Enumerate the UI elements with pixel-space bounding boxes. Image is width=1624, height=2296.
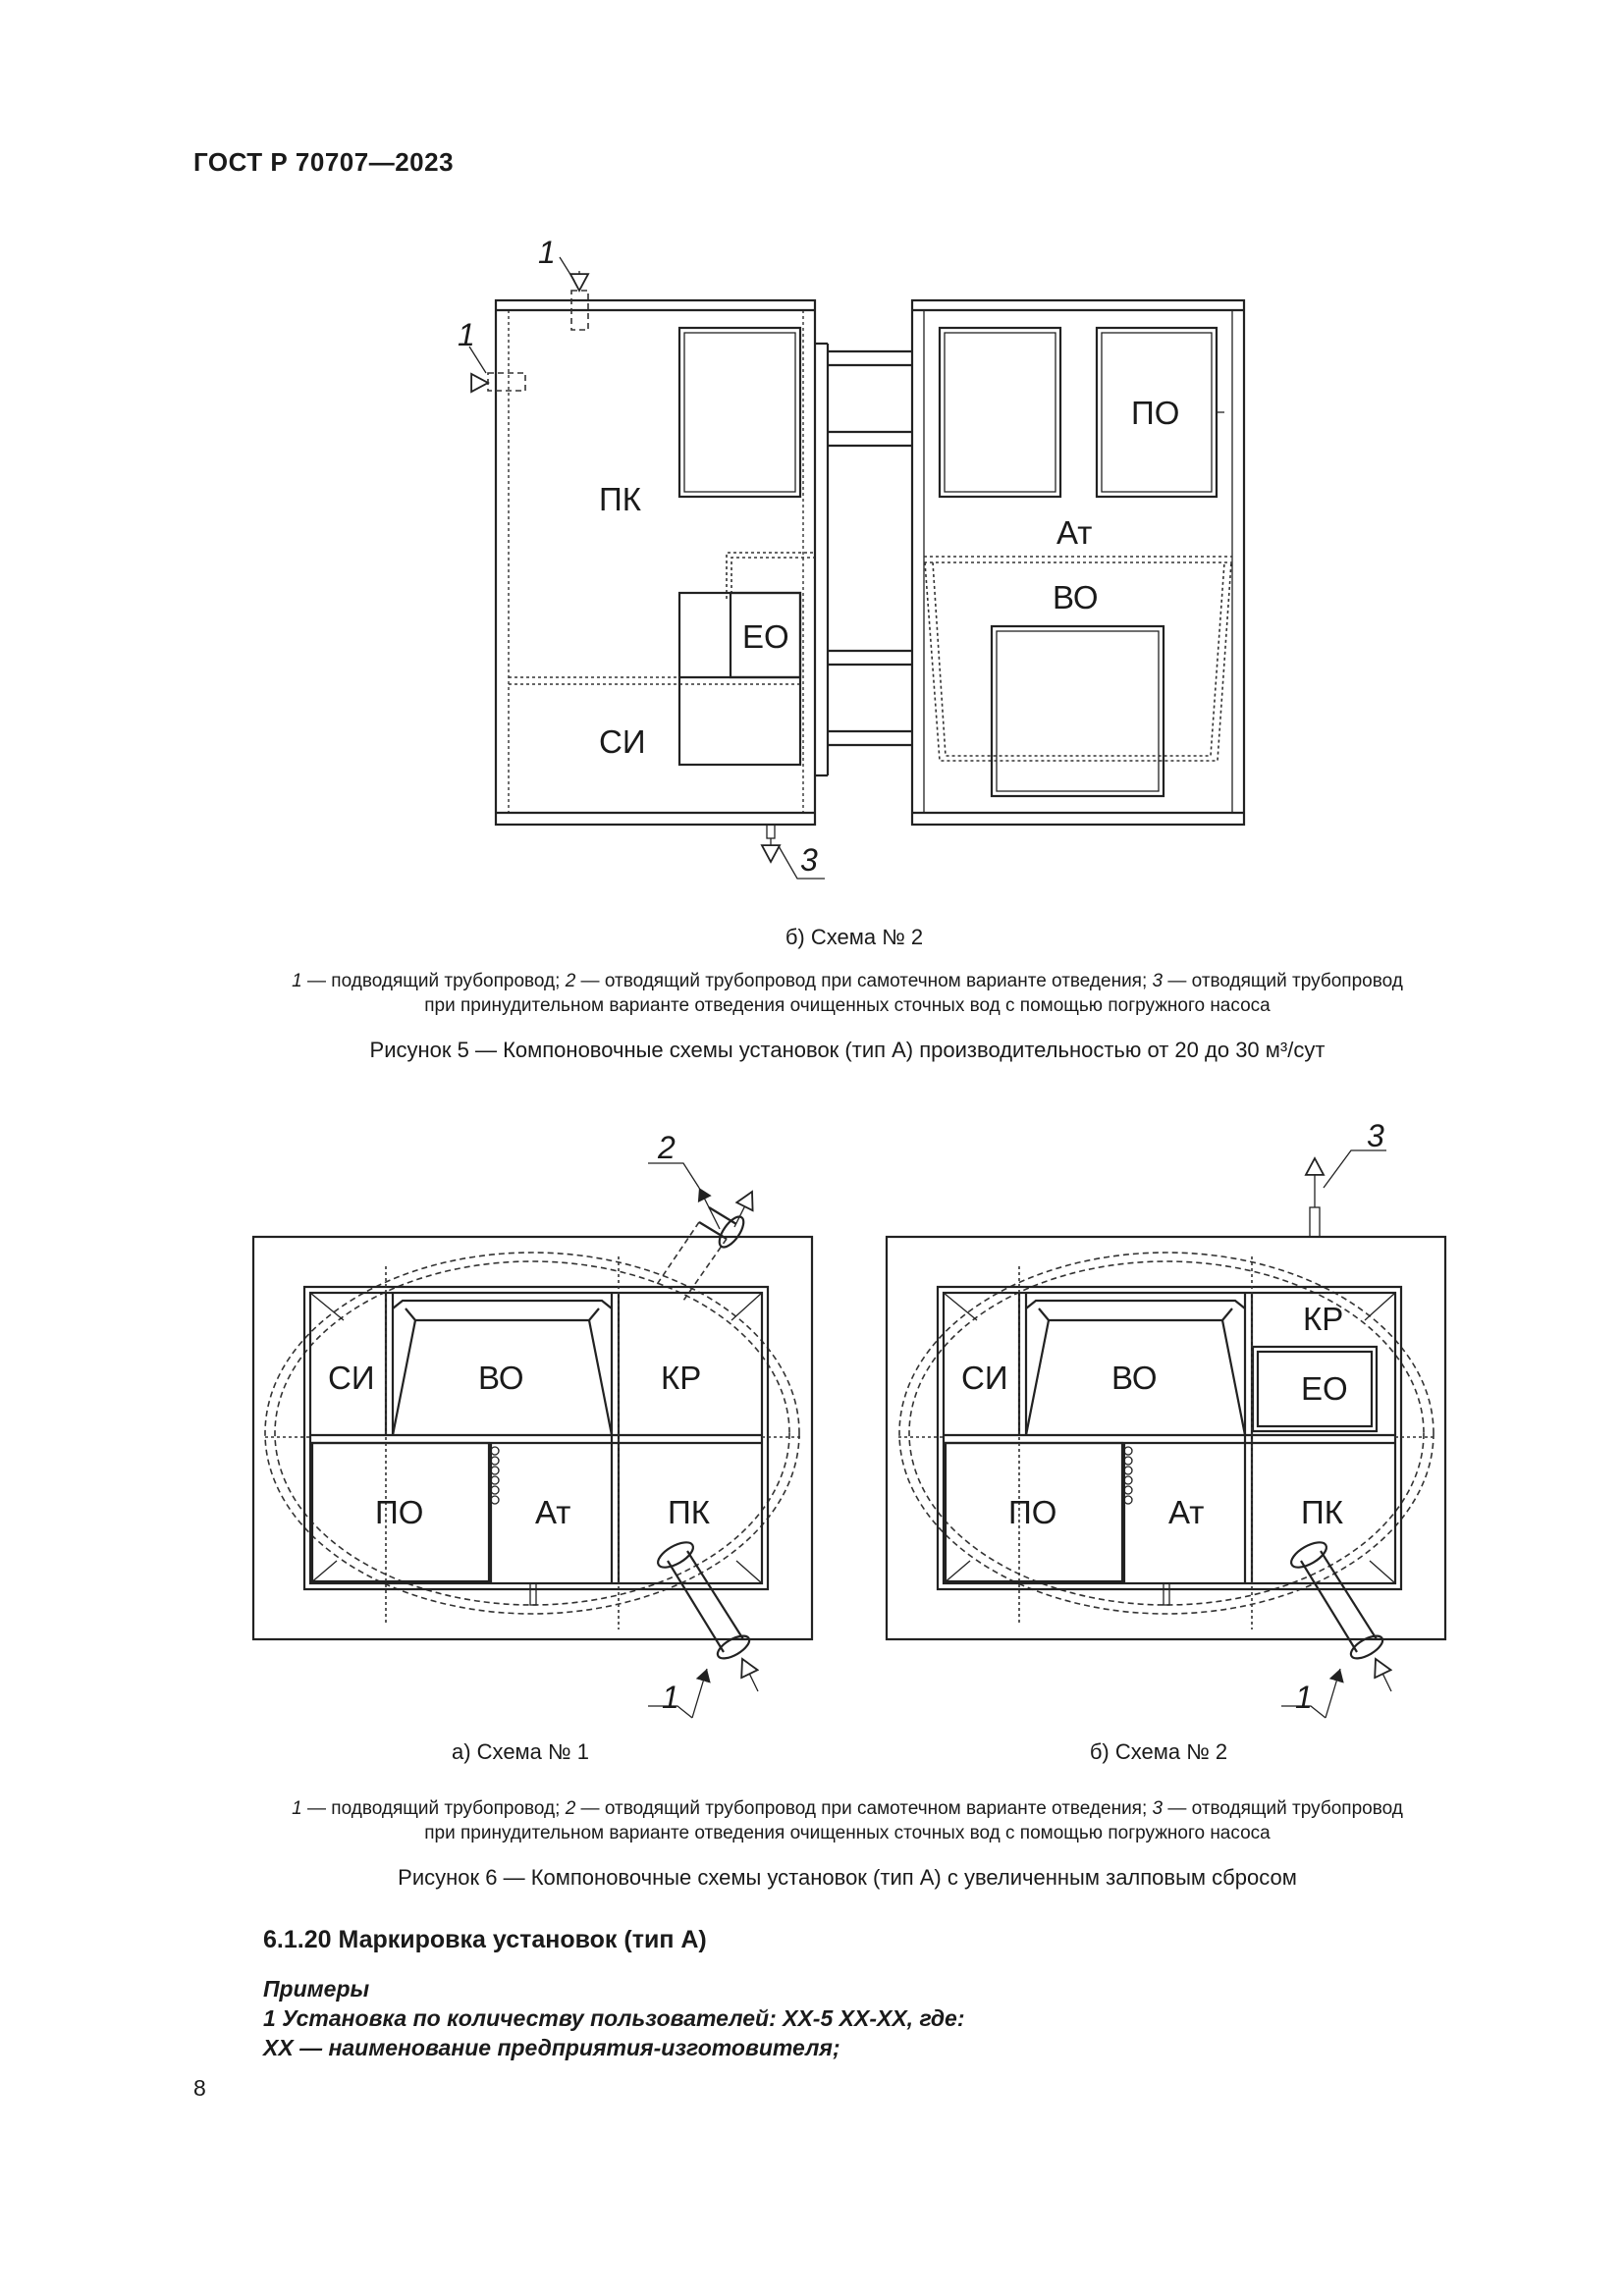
fig6s2-label-at: Ат bbox=[1168, 1494, 1205, 1530]
fig6s1-label-si: СИ bbox=[328, 1360, 375, 1396]
document-code-header: ГОСТ Р 70707—2023 bbox=[193, 147, 455, 177]
fig6-legend-line1: 1 — подводящий трубопровод; 2 — отводящий трубопровод при самотечном варианте отведения; 3 — отводящий трубопровод bbox=[292, 1798, 1403, 1819]
fig6s2-label-pk: ПК bbox=[1301, 1494, 1343, 1530]
examples-heading: Примеры bbox=[263, 1976, 370, 2002]
fig6-scheme1-caption: а) Схема № 1 bbox=[452, 1739, 589, 1764]
fig5-callout-1-top: 1 bbox=[538, 235, 556, 270]
fig6s1-label-po: ПО bbox=[375, 1494, 424, 1530]
fig5-label-vo: ВО bbox=[1053, 579, 1099, 615]
fig6s2-label-si: СИ bbox=[961, 1360, 1008, 1396]
fig6s2-label-po: ПО bbox=[1008, 1494, 1057, 1530]
figure5-diagram bbox=[458, 235, 1244, 879]
fig5-label-si: СИ bbox=[599, 723, 646, 760]
fig6s2-callout-3: 3 bbox=[1367, 1118, 1384, 1153]
page-number: 8 bbox=[193, 2075, 206, 2101]
fig6s2-label-kr: КР bbox=[1303, 1301, 1344, 1337]
fig6s1-label-vo: ВО bbox=[478, 1360, 524, 1396]
fig6-scheme2-caption: б) Схема № 2 bbox=[1089, 1739, 1228, 1764]
fig6-legend-line2: при принудительном варианте отведения очищенных сточных вод с помощью погружного насоса bbox=[424, 1823, 1271, 1843]
fig5-legend bbox=[187, 969, 1508, 1018]
fig6s1-callout-1: 1 bbox=[662, 1680, 679, 1715]
fig5-label-po: ПО bbox=[1131, 395, 1180, 431]
fig5-callout-1-left: 1 bbox=[458, 317, 475, 352]
fig5-label-at: Ат bbox=[1056, 514, 1093, 551]
example-line-2: ХХ — наименование предприятия-изготовителя; bbox=[263, 2035, 840, 2060]
fig6s2-callout-1: 1 bbox=[1295, 1680, 1313, 1715]
fig5-title: Рисунок 5 — Компоновочные схемы установок (тип А) производительностью от 20 до 30 м³/сут bbox=[369, 1038, 1326, 1062]
example-line-1: 1 Установка по количеству пользователей: ХХ-5 ХХ-ХХ, где: bbox=[263, 2005, 965, 2031]
fig6s2-label-eo: ЕО bbox=[1301, 1370, 1348, 1407]
fig6s1-label-at: Ат bbox=[535, 1494, 571, 1530]
figure6-scheme2-diagram bbox=[887, 1118, 1445, 1718]
fig6s1-label-pk: ПК bbox=[668, 1494, 710, 1530]
fig5-label-eo: ЕО bbox=[742, 618, 789, 655]
fig5-subcaption: б) Схема № 2 bbox=[785, 925, 924, 949]
fig6s2-label-vo: ВО bbox=[1111, 1360, 1158, 1396]
fig5-label-pk: ПК bbox=[599, 481, 641, 517]
fig6-title: Рисунок 6 — Компоновочные схемы установок (тип А) с увеличенным залповым сбросом bbox=[398, 1865, 1297, 1890]
section-heading: 6.1.20 Маркировка установок (тип А) bbox=[263, 1926, 707, 1953]
fig5-legend-line1: 1 — подводящий трубопровод; 2 — отводящий трубопровод при самотечном варианте отведения; 3 — отводящий трубопровод bbox=[292, 971, 1403, 991]
figure6-scheme1-diagram bbox=[253, 1130, 812, 1718]
fig6s1-label-kr: КР bbox=[661, 1360, 702, 1396]
fig5-legend-line2: при принудительном варианте отведения очищенных сточных вод с помощью погружного насоса bbox=[424, 995, 1271, 1016]
fig6s1-callout-2: 2 bbox=[658, 1130, 676, 1165]
fig5-callout-3: 3 bbox=[800, 842, 818, 878]
fig6-legend bbox=[187, 1796, 1508, 1845]
